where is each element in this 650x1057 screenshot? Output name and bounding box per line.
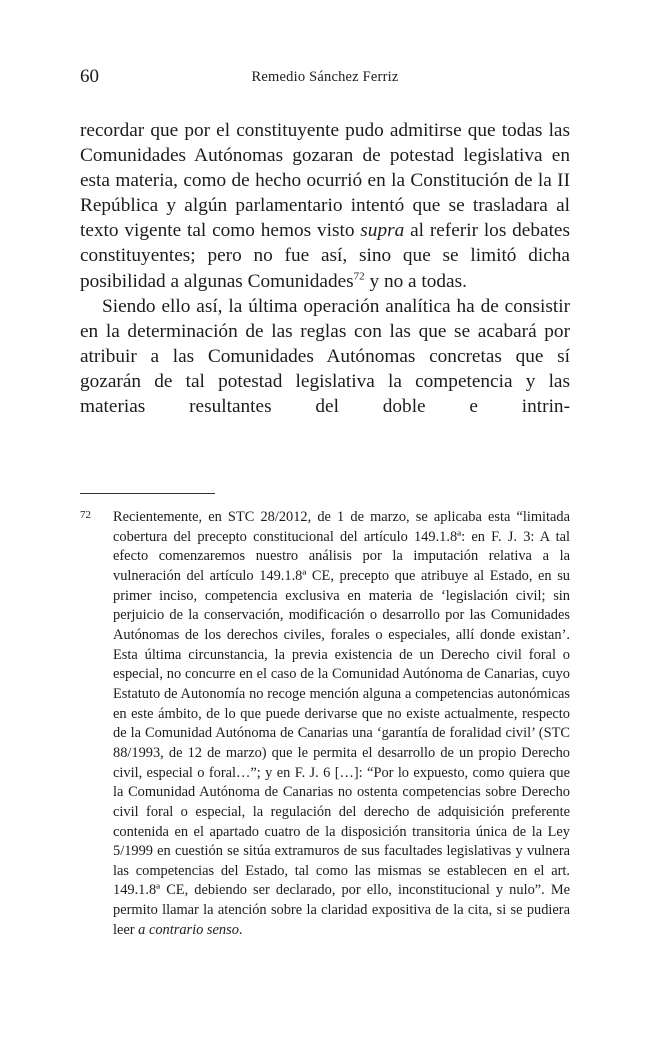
paragraph: Siendo ello así, la última operación analítica ha de consistir en la determinación de las reglas con las que se acabará por atribuir a las Comunidades Autónomas concretas que sí gozarán de tal potestad legislativa la competencia y las materias resultantes del doble e intrin- (80, 295, 570, 418)
footnote-number: 72 (80, 509, 91, 521)
page-header (80, 66, 570, 92)
footnote-end: . (238, 921, 243, 938)
footnote-body: Recientemente, en STC 28/2012, de 1 de marzo, se aplicaba esta “limitada cobertura del precepto constitucional del artículo 149.1.8ª: en F. J. 3: A tal efecto comenzaremos nuestro análisis por la imputación relativa a la vulneración del artículo 149.1.8ª CE, precepto que atribuye al Estado, en su primer inciso, competencia exclusiva en materia de ‘legislación civil; sin perjuicio de la conservación, modificación o desarrollo por las Comunidades Autónomas de los derechos civiles, forales o especiales, allí donde existan’. Esta última circunstancia, la previa existencia de un Derecho civil foral o especial, no concurre en el caso de la Comunidad Autónoma de Canarias, cuyo Estatuto de Autonomía no recoge mención alguna a competencias autonómicas en este ámbito, de lo que puede derivarse que no existe actualmente, respecto de la Comunidad Autónoma de Canarias una ‘garantía de foralidad civil’ (STC 88/1993, de 12 de marzo) que le permita el desarrollo de un propio Derecho civil, especial o foral…”; y en F. J. 6 […]: “Por lo expuesto, como quiera que la Comunidad Autónoma de Canarias no ostenta competencias sobre Derecho civil foral o especial, la regulación del derecho de adquisición preferente contenida en el apartado cuatro de la disposición transitoria única de la Ley 5/1999 en cuestión se sitúa extramuros de sus facultades legislativas y vulnera las competencias del Estado, tal como las mismas se establecen en el art. 149.1.8ª CE, debiendo ser declarado, por ello, inconstitucional y nulo”. Me permito llamar la atención sobre la claridad expositiva de la cita, si se pudiera leer (113, 509, 570, 938)
paragraph-text: y no a todas. (364, 270, 467, 292)
footnote (80, 508, 570, 940)
footnote-reference[interactable]: 72 (353, 270, 365, 283)
italic-term: supra (360, 220, 405, 242)
footnote-text (113, 508, 570, 940)
page-number: 60 (80, 66, 99, 87)
footnote-separator (80, 493, 215, 494)
italic-term: a contrario senso (138, 921, 239, 938)
paragraph-text: recordar que por el constituyente pudo admitirse que todas las Comunidades Autónomas gozaran de potestad legislativa en esta materia, como de hecho ocurrió en la Constitución de la II República y algún parlamentario intentó que se trasladara al texto vigente tal como hemos visto (80, 120, 570, 242)
running-head: Remedio Sánchez Ferriz (251, 69, 399, 85)
paragraph (80, 118, 570, 294)
paragraph-text: al referir los debates constituyentes; pero no fue así, sino que se limitó dicha posibilidad a algunas Comunidades (80, 220, 570, 292)
main-text (80, 118, 570, 419)
